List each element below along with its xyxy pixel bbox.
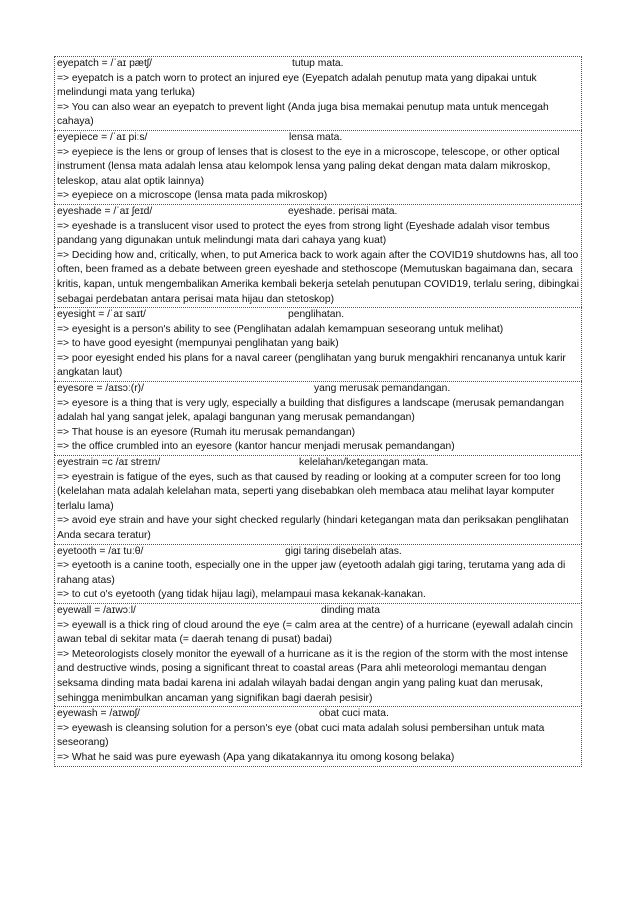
entry-meaning: tutup mata. [292,58,344,69]
entry-eyepiece [54,130,582,204]
entry-line: => poor eyesight ended his plans for a naval career (penglihatan yang buruk mengakhiri rencananya untuk karir angkatan laut) [57,352,566,379]
entry-eyewall [54,603,582,706]
entry-eyesight [54,307,582,381]
entry-head [57,57,579,72]
entry-eyetooth [54,544,582,603]
entry-line: => avoid eye strain and have your sight checked regularly (hindari ketegangan mata dan periksakan penglihatan Anda secara teratur) [57,515,569,541]
entry-line: => You can also wear an eyepatch to prevent light (Anda juga bisa memakai penutup mata untuk mencegah cahaya) [57,101,549,128]
entry-term: eyesore = /aɪsɔː(r)/ [57,383,144,395]
entry-line: => eyestrain is fatigue of the eyes, such as that caused by reading or looking at a computer screen for too long (kelelahan mata adalah kelelahan mata, seperti yang disebabkan oleh membaca atau melihat layar komputer terlalu lama) [57,471,561,512]
entry-head [57,382,579,397]
entry-term: eyestrain =c /aɪ streɪn/ [57,457,161,469]
entry-line: => Deciding how and, critically, when, to put America back to work again after the COVID19 shutdowns has, all too often, been framed as a debate between green eyeshade and stethoscope (Memutuskan bagaimana dan, secara kritis, kapan, untuk mengembalikan Amerika kembali bekerja setelah penutupan COVID19, terlalu sering, dibingkai sebagai perdebatan antara perisai mata hijau dan stetoskop) [57,249,579,305]
entry-line: => eyesore is a thing that is very ugly, especially a building that disfigures a landscape (merusak pemandangan adalah hal yang sangat jelek, apalagi bangunan yang merusak pemandangan) [57,397,564,424]
entry-term: eyetooth = /aɪ tuːθ/ [57,545,144,557]
entry-meaning: obat cuci mata. [319,708,389,720]
entry-line: => the office crumbled into an eyesore (kantor hancur menjadi merusak pemandangan) [57,441,455,453]
entry-term: eyeshade = /ˈaɪ ʃeɪd/ [57,205,153,217]
entry-line: => That house is an eyesore (Rumah itu merusak pemandangan) [57,426,356,438]
entry-line: => eyetooth is a canine tooth, especially one in the upper jaw (eyetooth adalah gigi taring, terutama yang ada di rahang atas) [57,560,566,586]
entry-head [57,456,579,471]
entry-line: => eyewash is cleansing solution for a person's eye (obat cuci mata adalah solusi pembersihan untuk mata seseorang) [57,722,545,749]
entry-meaning: dinding mata [321,604,380,616]
entry-head [57,131,579,146]
entry-eyestrain [54,455,582,544]
entry-line: => eyesight is a person's ability to see (Penglihatan adalah kemampuan seseorang untuk melihat) [57,323,504,335]
entry-line: => What he said was pure eyewash (Apa yang dikatakannya itu omong kosong belaka) [57,751,455,763]
entry-line: => to have good eyesight (mempunyai penglihatan yang baik) [57,338,339,350]
entry-term: eyepatch = /ˈaɪ pætʃ/ [57,58,152,69]
entry-eyepatch [54,56,582,130]
entry-term: eyewash = /aɪwɒʃ/ [57,708,140,720]
entry-line: => eyepiece on a microscope (lensa mata pada mikroskop) [57,190,328,202]
entry-meaning: gigi taring disebelah atas. [285,545,402,557]
entry-line: => eyepatch is a patch worn to protect an injured eye (Eyepatch adalah penutup mata yang dipakai untuk melindungi mata yang terluka) [57,72,537,99]
entry-meaning: kelelahan/ketegangan mata. [299,457,429,469]
entry-eyeshade [54,204,582,307]
entry-line: => eyepiece is the lens or group of lenses that is closest to the eye in a microscope, telescope, or other optical instrument (lensa mata adalah lensa atau kelompok lensa yang paling dekat dengan mata dalam mikroskop, teleskop, atau alat optik lainnya) [57,146,560,187]
entry-head [57,308,579,323]
entry-head [57,604,579,619]
entry-line: => eyewall is a thick ring of cloud around the eye (= calm area at the centre) of a hurricane (eyewall adalah cincin awan tebal di sekitar mata (= daerah tenang di pusat) badai) [57,619,573,646]
entry-term: eyesight = /ˈaɪ saɪt/ [57,309,146,321]
entry-meaning: lensa mata. [289,131,343,143]
entry-head [57,205,579,220]
entry-meaning: eyeshade. perisai mata. [288,205,398,217]
entry-meaning: penglihatan. [288,309,345,321]
entry-head [57,707,579,722]
entry-term: eyepiece = /ˈaɪ piːs/ [57,131,148,143]
entry-eyewash [54,706,582,766]
entry-eyesore [54,381,582,455]
entry-line: => to cut o's eyetooth (yang tidak hijau lagi), melampaui masa kekanak-kanakan. [57,589,426,601]
entry-line: => Meteorologists closely monitor the eyewall of a hurricane as it is the region of the storm with the most intense and destructive winds, posing a significant threat to coastal areas (Para ahli meteorologi memantau dengan seksama dinding mata badai karena ini adalah wilayah badai dengan angin yang paling kuat dan merusak, sehingga menimbulkan ancaman yang signifikan bagi daerah pesisir) [57,648,569,704]
entry-head [57,545,579,560]
vocabulary-list [54,56,582,767]
entry-line: => eyeshade is a translucent visor used to protect the eyes from strong light (Eyeshade adalah visor tembus pandang yang digunakan untuk melindungi mata dari cahaya yang kuat) [57,220,550,247]
entry-meaning: yang merusak pemandangan. [314,383,451,395]
entry-term: eyewall = /aɪwɔːl/ [57,604,136,616]
